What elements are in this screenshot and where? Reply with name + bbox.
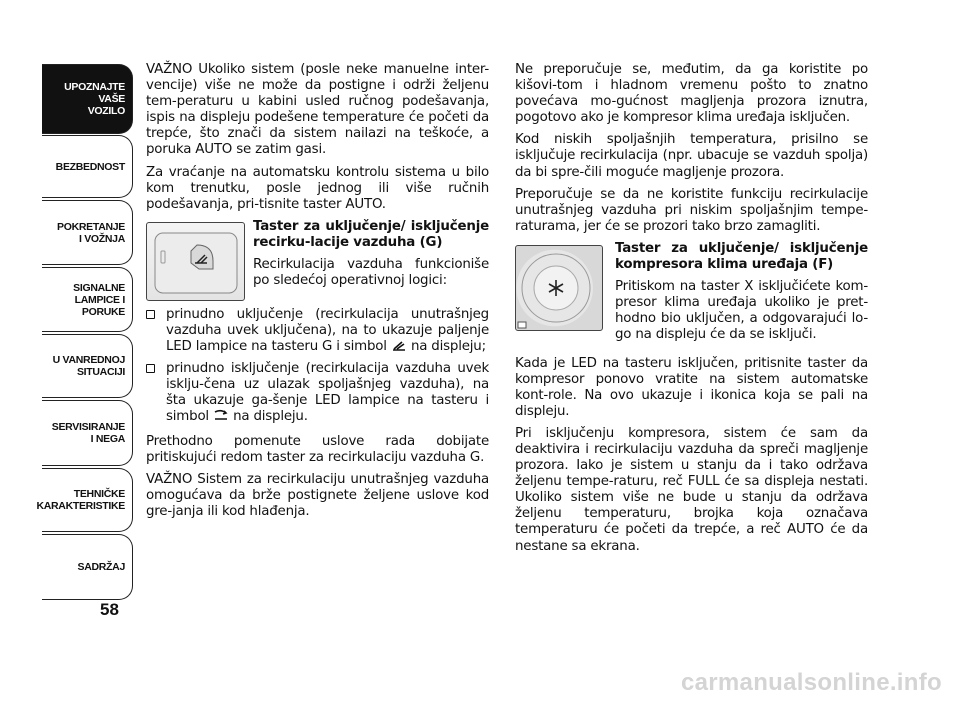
recirculation-on-icon — [391, 340, 407, 357]
bullet-list — [146, 307, 489, 428]
page-number: 58 — [100, 600, 119, 619]
section-body: Recirkulacija vazduha funkcioniše po sledećoj operativnoj logici: — [253, 257, 489, 289]
checkbox-bullet-icon — [146, 310, 155, 319]
recirculation-section — [146, 219, 489, 301]
paragraph: Prethodno pomenute uslove rada dobijate pritiskujući redom taster za recirkulaciju vazduha G. — [146, 433, 489, 465]
section-title: Taster za uključenje/ isključenje recirku-lacije vazduha (G) — [253, 218, 489, 250]
paragraph: Preporučuje se da ne koristite funkciju recirkulacije unutrašnjeg vazduha pri niskim spoljašnjim tempe-raturama, jer će se prozori tako brzo zamagliti. — [515, 186, 868, 234]
compressor-button-image — [515, 245, 603, 331]
checkbox-bullet-icon — [146, 364, 155, 373]
compressor-section — [515, 241, 868, 350]
recirculation-button-icon — [147, 223, 244, 300]
tab-u-vanrednoj-situaciji[interactable]: U VANREDNOJ SITUACIJI — [42, 334, 133, 398]
list-item: prinudno isključenje (recirkulacija vazduha uvek isklju-čena uz ulazak spoljašnjeg vazduha), na šta ukazuje ga-šenje LED lampice na tasteru i simbol na displeju. — [146, 361, 489, 427]
tab-pokretanje-i-voznja[interactable]: POKRETANJE I VOŽNJA — [42, 200, 133, 265]
paragraph: Za vraćanje na automatsku kontrolu sistema u bilo kom trenutku, posle jednog ili više ručnih podešavanja, pri-tisnite taster AUTO. — [146, 164, 489, 212]
paragraph: Pri isključenju kompresora, sistem će sam da deaktivira i recirkulaciju vazduha da spreči magljenje prozora. Iako je sistem u stanju da i tako održava željenu tempe-raturu, reč FULL će sa displeja nestati. Ukoliko sistem više ne bude u stanju da održava željenu temperaturu, brojka koja označava temperaturu će početi da trepće, a reč AUTO će da nestane sa ekrana. — [515, 425, 868, 554]
recirculation-off-icon — [213, 409, 229, 427]
right-column — [515, 62, 868, 561]
recirculation-button-image — [146, 222, 245, 301]
snowflake-icon — [516, 246, 602, 330]
section-title: Taster za uključenje/ isključenje kompresora klima uređaja (F) — [615, 240, 868, 273]
list-item: prinudno uključenje (recirkulacija unutrašnjeg vazduha uvek uključena), na to ukazuje paljenje LED lampice na tasteru G i simbol na displeju; — [146, 307, 489, 357]
watermark: carmanualsonline.info — [680, 669, 942, 696]
paragraph: VAŽNO Sistem za recirkulaciju unutrašnjeg vazduha omogućava da brže postignete željene uslove kod gre-janja ili kod hlađenja. — [146, 471, 489, 519]
paragraph: Kada je LED na tasteru isključen, pritisnite taster da kompresor ponovo vratite na sistem automatske kont-role. Na ovo ukazuje i ikonica koja se pali na displeju. — [515, 355, 868, 419]
tab-sadrzaj[interactable]: SADRŽAJ — [42, 534, 133, 600]
tab-bezbednost[interactable]: BEZBEDNOST — [42, 135, 133, 198]
tab-upoznajte-vase-vozilo[interactable]: UPOZNAJTE VAŠE VOZILO — [42, 64, 133, 134]
paragraph: Kod niskih spoljašnjih temperatura, prisilno se isključuje recirkulacija (npr. ubacuje se vazduh spolja) da bi spre-čili moguće magljenje prozora. — [515, 132, 868, 180]
paragraph: Ne preporučuje se, međutim, da ga koristite po kišovi-tom i hladnom vremenu pošto to znatno povećava mo-gućnost magljenja prozora iznutra, pogotovo ako je kompresor klima uređaja isključen. — [515, 62, 868, 126]
tab-servisiranje-i-nega[interactable]: SERVISIRANJE I NEGA — [42, 400, 133, 466]
section-body: Pritiskom na taster X isključićete kom-presor klima uređaja ukoliko je pret-hodno bio uključen, a odgovarajući lo-go na displeju će da se isključi. — [615, 279, 868, 343]
tab-signalne-lampice-i-poruke[interactable]: SIGNALNE LAMPICE I PORUKE — [42, 267, 133, 332]
paragraph: VAŽNO Ukoliko sistem (posle neke manuelne inter-vencije) više ne može da postigne i održi željenu tem-peraturu u kabini usled ručnog podešavanja, ispis na displeju podešene temperature će početi da trepće, što znači da sistem nailazi na teškoće, a poruka AUTO se zatim gasi. — [146, 62, 489, 158]
tab-tehnicke-karakteristike[interactable]: TEHNIČKE KARAKTERISTIKE — [42, 468, 133, 532]
left-column — [146, 62, 489, 526]
